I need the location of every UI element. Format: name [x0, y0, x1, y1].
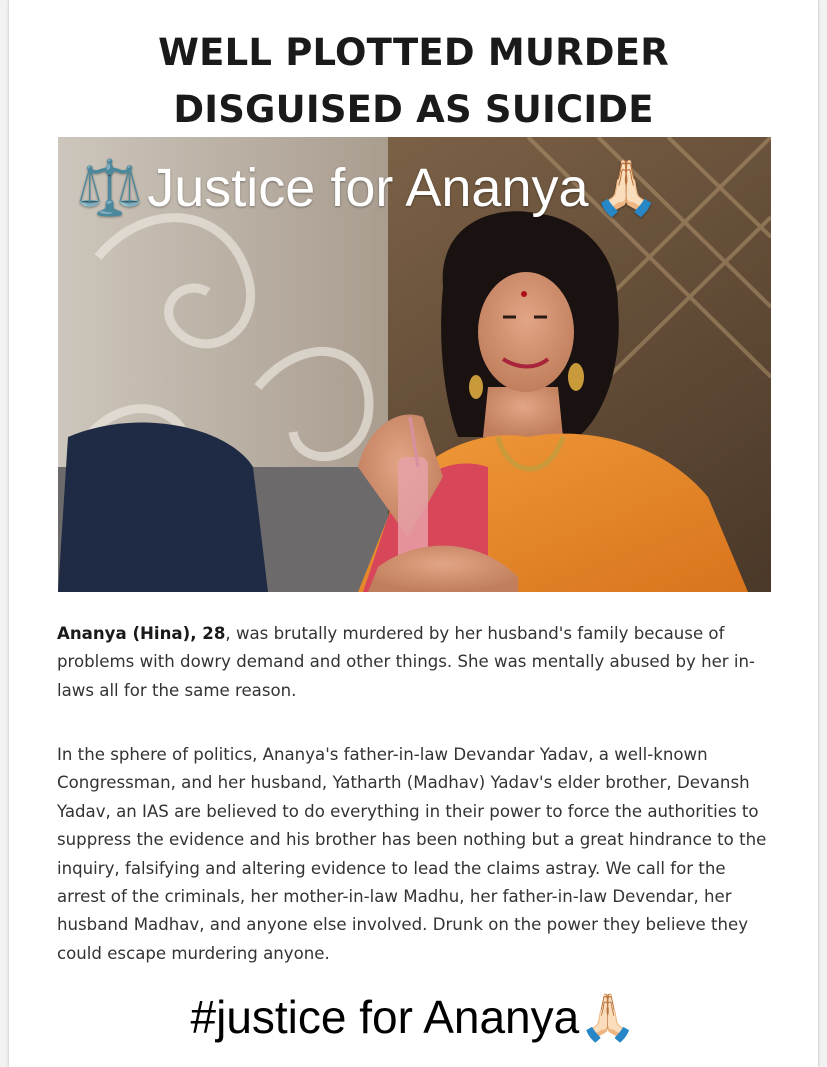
paragraph-intro-body: , was brutally murdered by her husband's family because of problems with dowry demand and other things. She was mentally abused by her in-laws all for the same reason.	[57, 624, 756, 700]
victim-name-age: Ananya (Hina), 28	[57, 624, 226, 643]
overlay-text: Justice for Ananya	[147, 158, 589, 218]
paragraph-politics: In the sphere of politics, Ananya's father-in-law Devandar Yadav, a well-known Congressman, and her husband, Yatharth (Madhav) Yadav's elder brother, Devansh Yadav, an IAS are believed to do everything in their power to force the authorities to suppress the evidence and his brother has been nothing but a great hindrance to the inquiry, falsifying and altering evidence to lead the claims astray. We call for the arrest of the criminals, her mother-in-law Madhu, her father-in-law Devendar, her husband Madhav, and anyone else involved. Drunk on the power they believe they could escape murdering anyone.	[57, 745, 767, 963]
document-page	[9, 0, 818, 1067]
folded-hands-icon: 🙏🏻	[592, 157, 660, 218]
paragraph-intro	[57, 620, 777, 705]
photo-overlay-caption	[72, 157, 664, 219]
hashtag-text: #justice for Ananya	[190, 991, 580, 1043]
folded-hands-icon: 🙏🏻	[579, 991, 637, 1043]
headline	[9, 24, 818, 138]
headline-line-1: WELL PLOTTED MURDER	[158, 31, 669, 74]
hashtag-footer	[9, 990, 818, 1045]
headline-line-2: DISGUISED AS SUICIDE	[173, 88, 654, 131]
portrait-photo	[58, 137, 771, 592]
scales-of-justice-icon: ⚖️	[76, 157, 144, 218]
